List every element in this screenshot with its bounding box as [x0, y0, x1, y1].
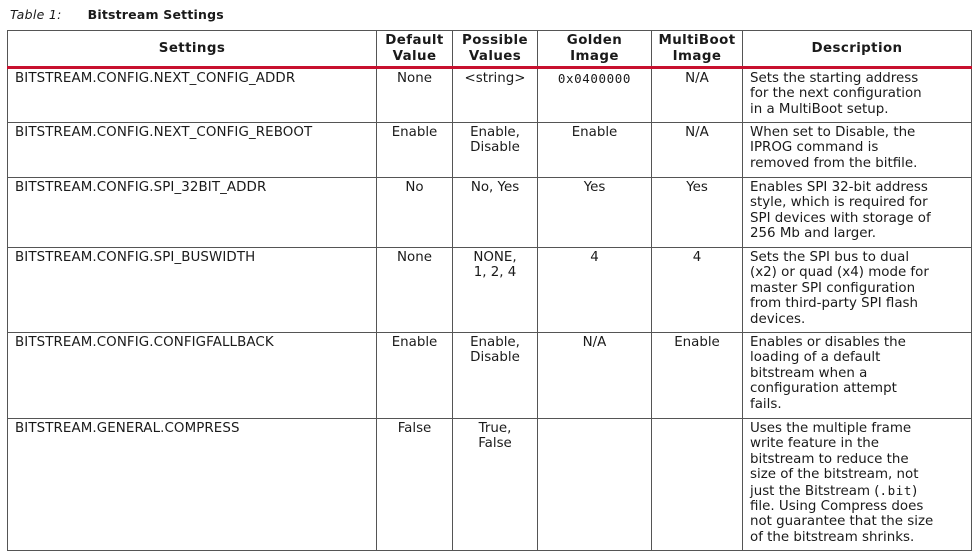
- possible-values: Enable, Disable: [453, 333, 538, 419]
- multiboot-image-value: N/A: [652, 68, 743, 123]
- setting-name: BITSTREAM.GENERAL.COMPRESS: [8, 419, 377, 551]
- column-header-settings: Settings: [8, 31, 377, 68]
- table-title: Bitstream Settings: [87, 7, 224, 22]
- header-row: [8, 31, 972, 68]
- column-header-possible-values: Possible Values: [453, 31, 538, 68]
- table-row: [8, 419, 972, 551]
- description: Enables or disables the loading of a default bitstream when a configuration attempt fails.: [743, 333, 972, 419]
- golden-image-value: Yes: [538, 178, 652, 248]
- description: Enables SPI 32-bit address style, which is required for SPI devices with storage of 256 Mb and larger.: [743, 178, 972, 248]
- setting-name: BITSTREAM.CONFIG.NEXT_CONFIG_REBOOT: [8, 123, 377, 178]
- possible-values: True, False: [453, 419, 538, 551]
- golden-image-value: Enable: [538, 123, 652, 178]
- multiboot-image-value: [652, 419, 743, 551]
- multiboot-image-value: Enable: [652, 333, 743, 419]
- golden-image-value: 0x0400000: [538, 68, 652, 123]
- multiboot-image-value: Yes: [652, 178, 743, 248]
- default-value: None: [377, 248, 453, 333]
- multiboot-image-value: 4: [652, 248, 743, 333]
- description: Sets the starting address for the next configuration in a MultiBoot setup.: [743, 68, 972, 123]
- description: Uses the multiple frame write feature in the bitstream to reduce the size of the bitstream, not just the Bitstream (.bit) file. Using Compress does not guarantee that the size of the bitstream shrinks.: [743, 419, 972, 551]
- default-value: Enable: [377, 333, 453, 419]
- table-number: Table 1:: [10, 7, 62, 22]
- default-value: None: [377, 68, 453, 123]
- table-row: [8, 68, 972, 123]
- description: When set to Disable, the IPROG command is removed from the bitfile.: [743, 123, 972, 178]
- default-value: Enable: [377, 123, 453, 178]
- default-value: False: [377, 419, 453, 551]
- column-header-description: Description: [743, 31, 972, 68]
- column-header-golden-image: Golden Image: [538, 31, 652, 68]
- setting-name: BITSTREAM.CONFIG.NEXT_CONFIG_ADDR: [8, 68, 377, 123]
- table-row: [8, 123, 972, 178]
- table-row: [8, 248, 972, 333]
- table-caption: [10, 6, 224, 24]
- table-row: [8, 333, 972, 419]
- golden-image-value: [538, 419, 652, 551]
- table-row: [8, 178, 972, 248]
- column-header-multiboot-image: MultiBoot Image: [652, 31, 743, 68]
- bit-extension-code: .bit: [879, 482, 913, 498]
- column-header-default-value: Default Value: [377, 31, 453, 68]
- golden-image-value: N/A: [538, 333, 652, 419]
- setting-name: BITSTREAM.CONFIG.SPI_BUSWIDTH: [8, 248, 377, 333]
- possible-values: NONE, 1, 2, 4: [453, 248, 538, 333]
- possible-values: No, Yes: [453, 178, 538, 248]
- possible-values: <string>: [453, 68, 538, 123]
- setting-name: BITSTREAM.CONFIG.SPI_32BIT_ADDR: [8, 178, 377, 248]
- golden-image-value: 4: [538, 248, 652, 333]
- multiboot-image-value: N/A: [652, 123, 743, 178]
- setting-name: BITSTREAM.CONFIG.CONFIGFALLBACK: [8, 333, 377, 419]
- possible-values: Enable, Disable: [453, 123, 538, 178]
- default-value: No: [377, 178, 453, 248]
- bitstream-settings-table: [7, 30, 972, 551]
- description: Sets the SPI bus to dual (x2) or quad (x4) mode for master SPI configuration from third-party SPI flash devices.: [743, 248, 972, 333]
